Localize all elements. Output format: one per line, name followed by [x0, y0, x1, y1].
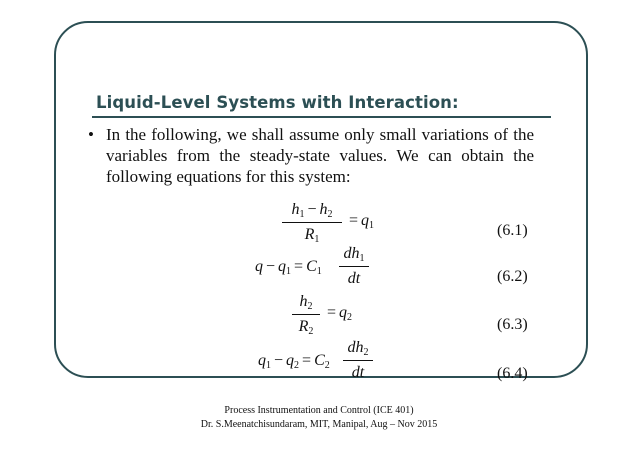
title-underline	[92, 116, 551, 118]
eq3-numerator: $h_2$	[299, 293, 313, 312]
eq2-denominator: dt	[347, 270, 361, 287]
footer-author: Dr. S.Meenatchisundaram, MIT, Manipal, Aug – Nov 2015	[200, 419, 438, 430]
bullet-paragraph: In the following, we shall assume only small variations of the variables from the steady-state values. We can obtain the following equations for this system:	[106, 125, 534, 186]
eq1-rhs: = $q_1$	[349, 212, 375, 231]
eq3-denominator: $R_2$	[298, 318, 314, 337]
eq2-numerator: $dh_1$	[343, 245, 365, 264]
eq4-denominator: dt	[351, 364, 365, 381]
eq1-fraction	[282, 200, 342, 245]
eq1-numerator: $h_1 - h_2$	[291, 201, 333, 220]
eq3-number: (6.3)	[497, 316, 528, 333]
eq1-denominator: $R_1$	[304, 226, 320, 245]
eq2-number: (6.2)	[497, 268, 528, 285]
eq3-rhs: = $q_2$	[327, 304, 353, 323]
eq4-lhs: $q_1 - q_2 = C_2$	[258, 352, 330, 371]
bullet-marker: •	[88, 125, 94, 144]
eq4-number: (6.4)	[497, 365, 528, 382]
eq1-number: (6.1)	[497, 222, 528, 239]
eq4-numerator: $dh_2$	[347, 339, 369, 358]
slide-title: Liquid-Level Systems with Interaction:	[96, 93, 459, 112]
eq2-lhs: $q - q_1 = C_1$	[255, 258, 322, 277]
eq4-fraction	[343, 338, 373, 383]
footer-course: Process Instrumentation and Control (ICE 401)	[224, 405, 414, 416]
eq3-fraction	[292, 292, 320, 337]
eq2-fraction	[339, 244, 369, 289]
